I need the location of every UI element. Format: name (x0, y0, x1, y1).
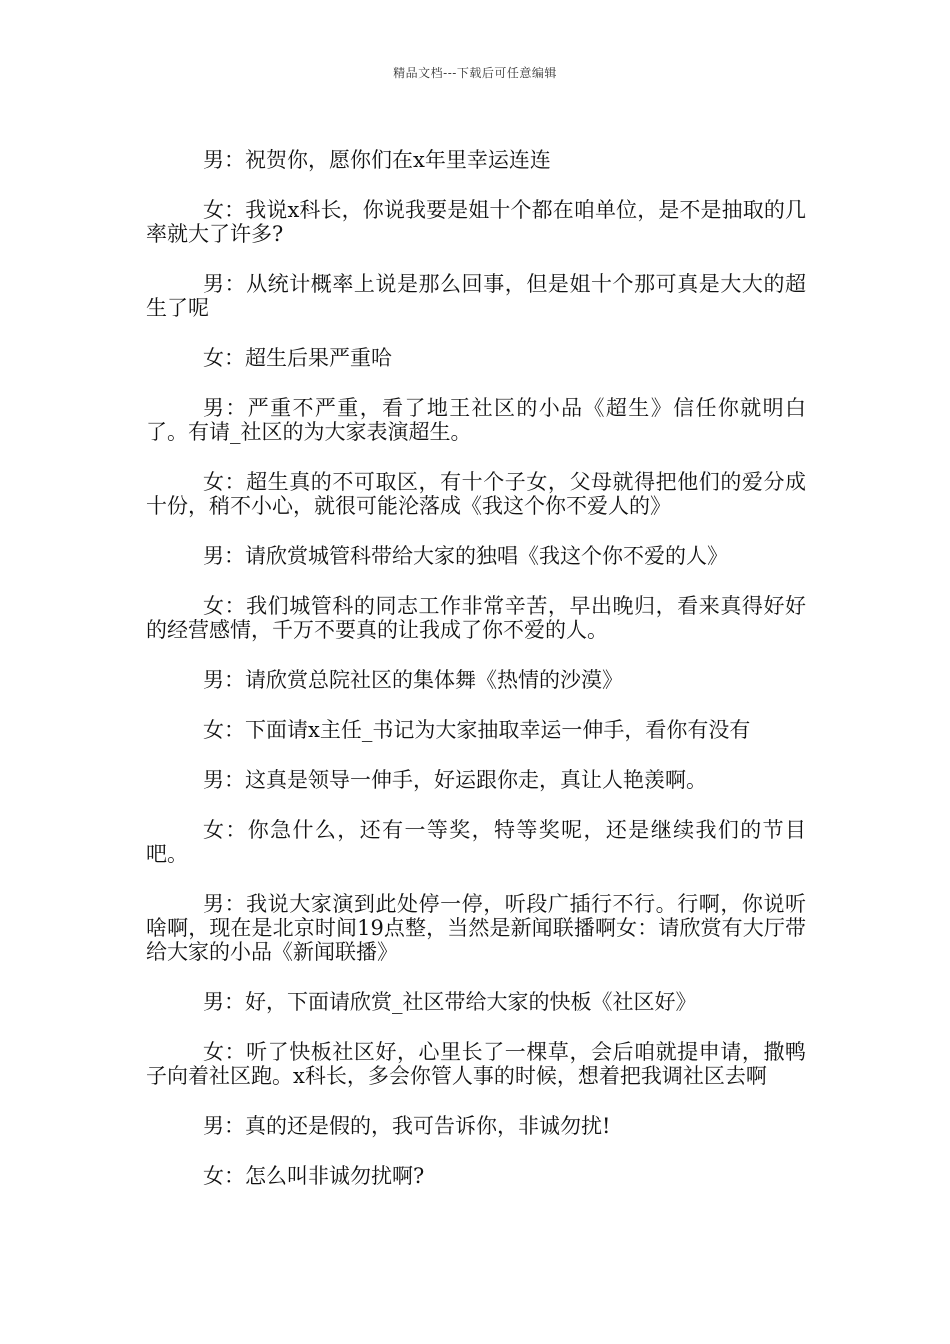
dialogue-paragraph: 男：请欣赏总院社区的集体舞《热情的沙漠》 (203, 668, 623, 692)
dialogue-paragraph: 女：我们城管科的同志工作非常辛苦，早出晚归，看来真得好好的经营感情，千万不要真的让我成了你不爱的人。 (146, 594, 806, 642)
dialogue-paragraph: 男：从统计概率上说是那么回事，但是姐十个那可真是大大的超生了呢 (146, 272, 806, 320)
dialogue-paragraph: 男：我说大家演到此处停一停，听段广插行不行。行啊，你说听啥啊，现在是北京时间19点整，当然是新闻联播啊女：请欣赏有大厅带给大家的小品《新闻联播》 (146, 892, 806, 964)
dialogue-paragraph: 女：你急什么，还有一等奖，特等奖呢，还是继续我们的节目吧。 (146, 818, 806, 866)
page-header: 精品文档---下载后可任意编辑 (393, 66, 557, 80)
dialogue-paragraph: 女：听了快板社区好，心里长了一棵草，会后咱就提申请，撒鸭子向着社区跑。x科长，多会你管人事的时候，想着把我调社区去啊 (146, 1040, 806, 1088)
dialogue-paragraph: 男：祝贺你，愿你们在x年里幸运连连 (203, 148, 551, 172)
dialogue-paragraph: 女：超生后果严重哈 (203, 346, 392, 370)
dialogue-paragraph: 男：严重不严重，看了地王社区的小品《超生》信任你就明白了。有请_社区的为大家表演超生。 (146, 396, 806, 444)
dialogue-paragraph: 男：真的还是假的，我可告诉你，非诚勿扰! (203, 1114, 611, 1138)
dialogue-paragraph: 女：怎么叫非诚勿扰啊? (203, 1164, 425, 1188)
dialogue-paragraph: 女：我说x科长，你说我要是姐十个都在咱单位，是不是抽取的几率就大了许多? (146, 198, 806, 246)
document-body (146, 148, 806, 1214)
dialogue-paragraph: 女：超生真的不可取区，有十个子女，父母就得把他们的爱分成十份，稍不小心，就很可能沦落成《我这个你不爱人的》 (146, 470, 806, 518)
dialogue-paragraph: 男：这真是领导一伸手，好运跟你走，真让人艳羡啊。 (203, 768, 707, 792)
dialogue-paragraph: 男：请欣赏城管科带给大家的独唱《我这个你不爱的人》 (203, 544, 728, 568)
dialogue-paragraph: 男：好，下面请欣赏_社区带给大家的快板《社区好》 (203, 990, 697, 1014)
dialogue-paragraph: 女：下面请x主任_书记为大家抽取幸运一伸手，看你有没有 (203, 718, 751, 742)
